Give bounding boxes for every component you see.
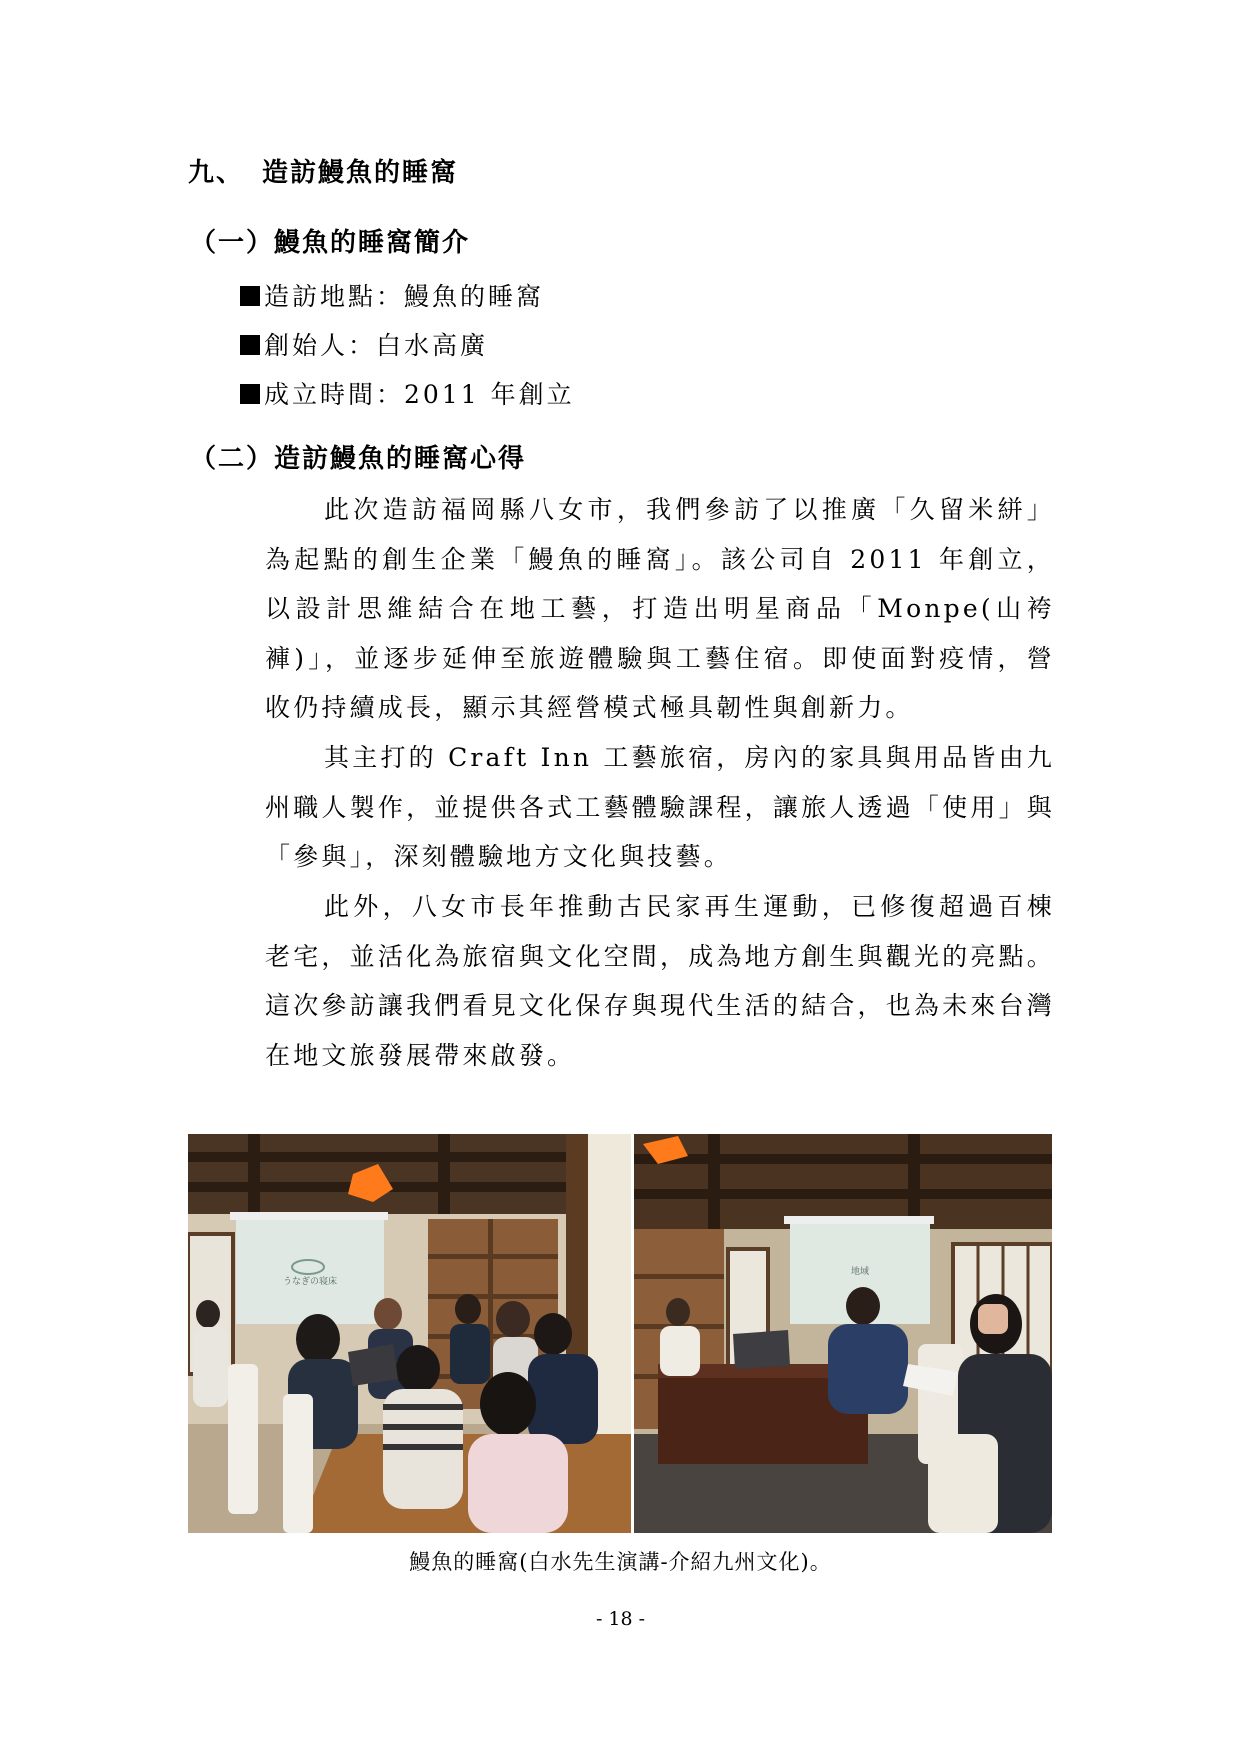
bullet-location: 造訪地點：鰻魚的睡窩 [240, 277, 544, 313]
lecture-photo [188, 1134, 1052, 1533]
right-photo [634, 1134, 1052, 1533]
paragraph-3: 此外，八女市長年推動古民家再生運動，已修復超過百棟老宅，並活化為旅宿與文化空間，成為地方創生與觀光的亮點。這次參訪讓我們看見文化保存與現代生活的結合，也為未來台灣在地文旅發展帶來啟發。 [265, 892, 1055, 1070]
section-heading [188, 152, 458, 189]
page-number: - 18 - [595, 1608, 646, 1630]
square-bullet-icon [240, 286, 260, 306]
subsection-1-title: （一）鰻魚的睡窩簡介 [190, 228, 471, 258]
bullet-founded: 成立時間：2011 年創立 [240, 375, 575, 411]
bullet-founder: 創始人：白水高廣 [240, 326, 488, 362]
section-number: 九、 [188, 158, 245, 188]
section-title: 造訪鰻魚的睡窩 [262, 158, 459, 188]
square-bullet-icon [240, 384, 260, 404]
svg-text:うなぎの寝床: うなぎの寝床 [282, 1277, 338, 1287]
square-bullet-icon [240, 335, 260, 355]
photo-caption: 鰻魚的睡窩(白水先生演講-介紹九州文化)。 [409, 1550, 832, 1574]
left-photo [188, 1134, 631, 1533]
paragraph-1: 此次造訪福岡縣八女市，我們參訪了以推廣「久留米絣」為起點的創生企業「鰻魚的睡窩」。該公司自 2011 年創立，以設計思維結合在地工藝，打造出明星商品「Monpe(山袴褲)」，並逐步延伸至旅遊體驗與工藝住宿。即使面對疫情，營收仍持續成長，顯示其經營模式極具韌性與創新力。 [265, 495, 1055, 722]
subsection-2-title: （二）造訪鰻魚的睡窩心得 [190, 444, 527, 474]
paragraph-2: 其主打的 Craft Inn 工藝旅宿，房內的家具與用品皆由九州職人製作，並提供各式工藝體驗課程，讓旅人透過「使用」與「參與」，深刻體驗地方文化與技藝。 [265, 743, 1055, 871]
svg-text:地域: 地域 [850, 1267, 870, 1277]
